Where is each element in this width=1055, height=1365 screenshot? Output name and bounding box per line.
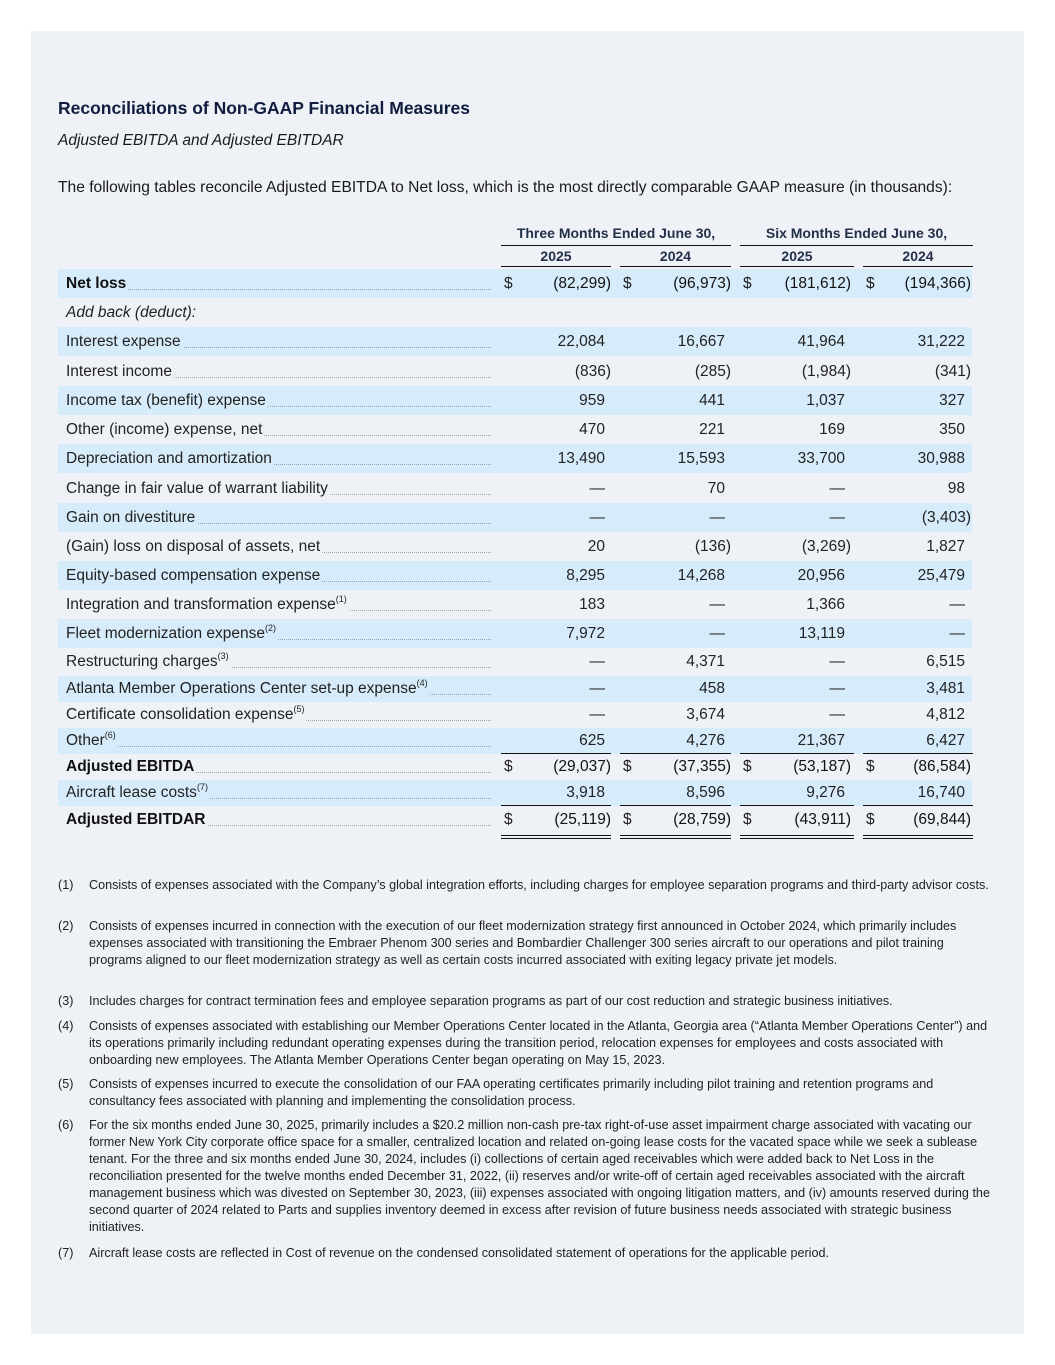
footnote	[58, 1245, 993, 1262]
footnote-number: (5)	[58, 1077, 74, 1091]
cell-value: 22,084	[557, 332, 605, 350]
row-label	[66, 596, 349, 614]
year-underline	[863, 266, 973, 267]
leader-dots	[66, 289, 491, 290]
cell-value: 327	[939, 391, 965, 409]
cell-value: 1,366	[806, 596, 845, 613]
cell-value: (37,355)	[673, 758, 731, 775]
cell-value: (836)	[574, 362, 611, 380]
footnote-number: (7)	[58, 1246, 74, 1260]
table-row	[58, 806, 972, 834]
row-label-text: Interest expense	[66, 332, 181, 350]
dollar-sign: $	[743, 274, 752, 292]
footnote-ref: (4)	[416, 678, 428, 688]
cell-value: —	[589, 479, 605, 497]
header-six-months: Six Months Ended June 30,	[765, 225, 948, 241]
row-label	[66, 333, 183, 351]
cell-value: 30,988	[917, 449, 965, 467]
cell-value: —	[709, 624, 725, 642]
table-row	[58, 702, 972, 728]
cell-value: —	[829, 706, 845, 723]
row-label-text: Other (income) expense, net	[66, 420, 263, 438]
cell-value: —	[829, 680, 845, 697]
cell-value: 625	[579, 732, 605, 749]
subtotal-rule	[863, 805, 973, 806]
cell-value: 16,667	[677, 332, 725, 350]
row-label	[66, 421, 264, 439]
row-label	[66, 680, 430, 698]
table-row	[58, 561, 972, 590]
cell-value: 9,276	[806, 784, 845, 801]
footnote-text: Consists of expenses incurred to execute the consolidation of our FAA operating certificates primarily including pilot training and retention programs and consultancy fees associated with planning and implementing the consolidation process.	[89, 1077, 934, 1108]
cell-value: (29,037)	[553, 758, 611, 775]
footnote	[58, 993, 993, 1010]
total-double-rule	[620, 835, 731, 839]
cell-value: 14,268	[677, 566, 725, 584]
row-label	[66, 653, 231, 671]
row-label-text: Depreciation and amortization	[66, 449, 272, 467]
cell-value: 6,427	[926, 732, 965, 749]
year-underline	[501, 266, 611, 267]
row-label	[66, 567, 322, 585]
row-label-text: Adjusted EBITDAR	[66, 811, 206, 828]
subtotal-rule	[501, 753, 611, 754]
footnote	[58, 1018, 993, 1069]
cell-value: 458	[699, 680, 725, 697]
dollar-sign: $	[866, 811, 875, 828]
cell-value: (136)	[694, 537, 731, 555]
table-row	[58, 591, 972, 619]
table-row	[58, 327, 972, 356]
table-row	[58, 503, 972, 532]
row-label	[66, 732, 118, 750]
cell-value: (194,366)	[904, 274, 971, 292]
cell-value: 183	[579, 596, 605, 613]
footnote-number: (2)	[58, 919, 74, 933]
dollar-sign: $	[623, 811, 632, 828]
footnote	[58, 877, 993, 894]
row-label-text: Add back (deduct):	[66, 303, 197, 321]
document-page	[31, 31, 1024, 1334]
cell-value: 1,827	[926, 537, 965, 555]
row-label-text: Integration and transformation expense	[66, 596, 336, 613]
footnote-text: Consists of expenses associated with the Company’s global integration efforts, including charges for employee separation programs and third-party advisor costs.	[89, 878, 989, 892]
row-label-text: Certificate consolidation expense	[66, 706, 294, 723]
footnote-ref: (1)	[335, 594, 347, 604]
table-row	[58, 386, 972, 415]
cell-value: (25,119)	[554, 811, 611, 828]
footnote-number: (4)	[58, 1019, 74, 1033]
cell-value: (43,911)	[794, 811, 851, 828]
footnote-ref: (6)	[104, 730, 116, 740]
table-row	[58, 619, 972, 648]
header-underline	[501, 245, 731, 246]
footnote-text: Consists of expenses incurred in connection with the execution of our fleet modernization strategy first announced in October 2024, which primarily includes expenses associated with transitioning the Embraer Phenom 300 series and Bombardier Challenger 300 series aircraft to our operations and pilot training programs aligned to our fleet modernization strategy as well as certain costs incurred associated with exiting legacy private jet models.	[89, 919, 957, 967]
cell-value: 13,490	[557, 449, 605, 467]
cell-value: 4,371	[686, 653, 725, 670]
row-label-text: Aircraft lease costs	[66, 784, 197, 801]
intro-paragraph: The following tables reconcile Adjusted EBITDA to Net loss, which is the most directly comparable GAAP measure (in thousands):	[58, 179, 953, 196]
cell-value: (96,973)	[673, 274, 731, 292]
table-row	[58, 728, 972, 754]
row-label	[66, 480, 330, 498]
cell-value: (3,403)	[921, 508, 971, 526]
row-label	[66, 706, 306, 724]
cell-value: 13,119	[798, 624, 845, 642]
row-label	[66, 275, 128, 293]
cell-value: 470	[579, 420, 605, 438]
subtotal-rule	[620, 805, 731, 806]
dollar-sign: $	[623, 758, 632, 775]
cell-value: 31,222	[917, 332, 965, 350]
page-subtitle: Adjusted EBITDA and Adjusted EBITDAR	[58, 132, 344, 149]
footnote-number: (3)	[58, 994, 74, 1008]
cell-value: 8,596	[686, 784, 725, 801]
cell-value: 3,481	[926, 680, 965, 697]
row-label	[66, 622, 278, 643]
row-label-text: Income tax (benefit) expense	[66, 391, 266, 409]
cell-value: —	[709, 508, 725, 526]
footnote-text: Consists of expenses associated with establishing our Member Operations Center located in the Atlanta, Georgia area (“Atlanta Member Operations Center”) and its operations primarily including redundant operating expenses during the transition period, relocation expenses for employees and costs associated with onboarding new employees. The Atlanta Member Operations Center began operating on May 15, 2023.	[89, 1019, 988, 1067]
page-title: Reconciliations of Non-GAAP Financial Measures	[58, 98, 470, 118]
row-label-text: Atlanta Member Operations Center set-up expense	[66, 680, 417, 697]
cell-value: 221	[699, 420, 725, 438]
row-label-text: Adjusted EBITDA	[66, 758, 195, 775]
dollar-sign: $	[504, 274, 513, 292]
cell-value: —	[829, 508, 845, 526]
cell-value: (86,584)	[913, 758, 971, 775]
leader-dots	[66, 746, 491, 747]
cell-value: 21,367	[797, 732, 845, 749]
row-label	[66, 363, 174, 381]
cell-value: —	[589, 508, 605, 526]
row-label-text: Change in fair value of warrant liability	[66, 479, 328, 497]
cell-value: 1,037	[806, 391, 845, 409]
cell-value: 959	[579, 391, 605, 409]
subtotal-rule	[501, 805, 611, 806]
cell-value: —	[709, 596, 725, 613]
cell-value: 15,593	[677, 449, 725, 467]
footnote-ref: (3)	[217, 651, 229, 661]
footnote	[58, 918, 993, 969]
cell-value: 16,740	[917, 784, 965, 801]
footnote-ref: (5)	[293, 704, 305, 714]
cell-value: (1,984)	[801, 362, 851, 380]
header-underline	[740, 245, 973, 246]
cell-value: (3,269)	[801, 537, 851, 555]
cell-value: —	[589, 653, 605, 670]
cell-value: 169	[819, 420, 845, 438]
total-double-rule	[501, 835, 611, 839]
cell-value: —	[589, 706, 605, 723]
row-label	[66, 450, 274, 468]
dollar-sign: $	[866, 274, 875, 292]
row-label	[66, 392, 268, 410]
cell-value: (53,187)	[793, 758, 851, 775]
total-double-rule	[863, 835, 973, 839]
table-row	[58, 754, 972, 780]
cell-value: (285)	[694, 362, 731, 380]
cell-value: 8,295	[566, 566, 605, 584]
footnote-text: Includes charges for contract termination fees and employee separation programs as part of our cost reduction and strategic business initiatives.	[89, 994, 893, 1008]
cell-value: 20,956	[797, 566, 845, 584]
dollar-sign: $	[743, 758, 752, 775]
footnote-ref: (2)	[265, 622, 277, 633]
cell-value: 4,812	[926, 706, 965, 723]
row-label-text: Net loss	[66, 274, 127, 292]
dollar-sign: $	[504, 758, 513, 775]
row-label-text: Interest income	[66, 362, 172, 380]
header-year: 2025	[781, 248, 813, 264]
cell-value: (69,844)	[913, 811, 971, 828]
cell-value: —	[829, 653, 845, 670]
cell-value: 4,276	[686, 732, 725, 749]
cell-value: —	[949, 596, 965, 613]
cell-value: (181,612)	[784, 274, 851, 292]
row-label-text: Fleet modernization expense	[66, 624, 266, 642]
table-row	[58, 444, 972, 473]
cell-value: (82,299)	[553, 274, 611, 292]
subtotal-rule	[620, 753, 731, 754]
table-row	[58, 474, 972, 503]
table-row	[58, 415, 972, 444]
total-double-rule	[740, 835, 854, 839]
cell-value: —	[589, 680, 605, 697]
table-row	[58, 676, 972, 702]
footnote-ref: (7)	[196, 782, 208, 792]
cell-value: 98	[947, 479, 965, 497]
row-label-text: Gain on divestiture	[66, 508, 196, 526]
dollar-sign: $	[504, 811, 513, 828]
table-row	[58, 780, 972, 806]
row-label	[66, 509, 197, 527]
cell-value: 25,479	[917, 566, 965, 584]
dollar-sign: $	[866, 758, 875, 775]
footnote	[58, 1117, 993, 1236]
cell-value: —	[949, 624, 965, 642]
row-label	[66, 784, 210, 802]
header-year: 2024	[902, 248, 934, 264]
table-row	[58, 357, 972, 386]
row-label	[66, 304, 198, 322]
cell-value: (28,759)	[673, 811, 731, 828]
cell-value: —	[829, 479, 845, 497]
row-label-text: Equity-based compensation expense	[66, 566, 321, 584]
row-label	[66, 811, 208, 829]
subtotal-rule	[740, 805, 854, 806]
row-label-text: (Gain) loss on disposal of assets, net	[66, 537, 321, 555]
footnote	[58, 1076, 993, 1110]
cell-value: 6,515	[926, 653, 965, 670]
cell-value: 3,674	[686, 706, 725, 723]
subtotal-rule	[863, 753, 973, 754]
row-label	[66, 758, 196, 776]
table-row	[58, 269, 972, 298]
cell-value: (341)	[934, 362, 971, 380]
cell-value: 441	[699, 391, 725, 409]
table-row	[58, 648, 972, 676]
table-row	[58, 298, 972, 327]
row-label-text: Other	[66, 732, 105, 749]
year-underline	[620, 266, 731, 267]
cell-value: 70	[707, 479, 725, 497]
footnote-text: For the six months ended June 30, 2025, primarily includes a $20.2 million non-cash pre-tax right-of-use asset impairment charge associated with vacating our former New York City corporate office space for a smaller, centralized location and related on-going lease costs for the vacated space while we seek a sublease tenant. For the three and six months ended June 30, 2024, includes (i) collections of certain aged receivables which were added back to Net Loss in the reconciliation presented for the twelve months ended December 31, 2022, (ii) reserves and/or write-off of certain aged receivables associated with the aircraft management business which was divested on September 30, 2023, (iii) expenses associated with ongoing litigation matters, and (iv) amounts reserved during the second quarter of 2024 related to Parts and supplies inventory deemed in excess after revision of future business needs associated with strategic business initiatives.	[89, 1118, 990, 1234]
footnote-number: (1)	[58, 878, 74, 892]
footnote-text: Aircraft lease costs are reflected in Cost of revenue on the condensed consolidated statement of operations for the applicable period.	[89, 1246, 829, 1260]
year-underline	[740, 266, 854, 267]
row-label	[66, 538, 322, 556]
header-year: 2025	[540, 248, 572, 264]
cell-value: 3,918	[566, 784, 605, 801]
dollar-sign: $	[743, 811, 752, 828]
header-year: 2024	[659, 248, 692, 264]
row-label-text: Restructuring charges	[66, 653, 218, 670]
footnote-number: (6)	[58, 1118, 74, 1132]
cell-value: 33,700	[797, 449, 845, 467]
cell-value: 20	[587, 537, 605, 555]
cell-value: 41,964	[797, 332, 845, 350]
dollar-sign: $	[623, 274, 632, 292]
header-three-months: Three Months Ended June 30,	[516, 225, 716, 241]
subtotal-rule	[740, 753, 854, 754]
table-row	[58, 532, 972, 561]
cell-value: 7,972	[566, 624, 605, 642]
cell-value: 350	[939, 420, 965, 438]
